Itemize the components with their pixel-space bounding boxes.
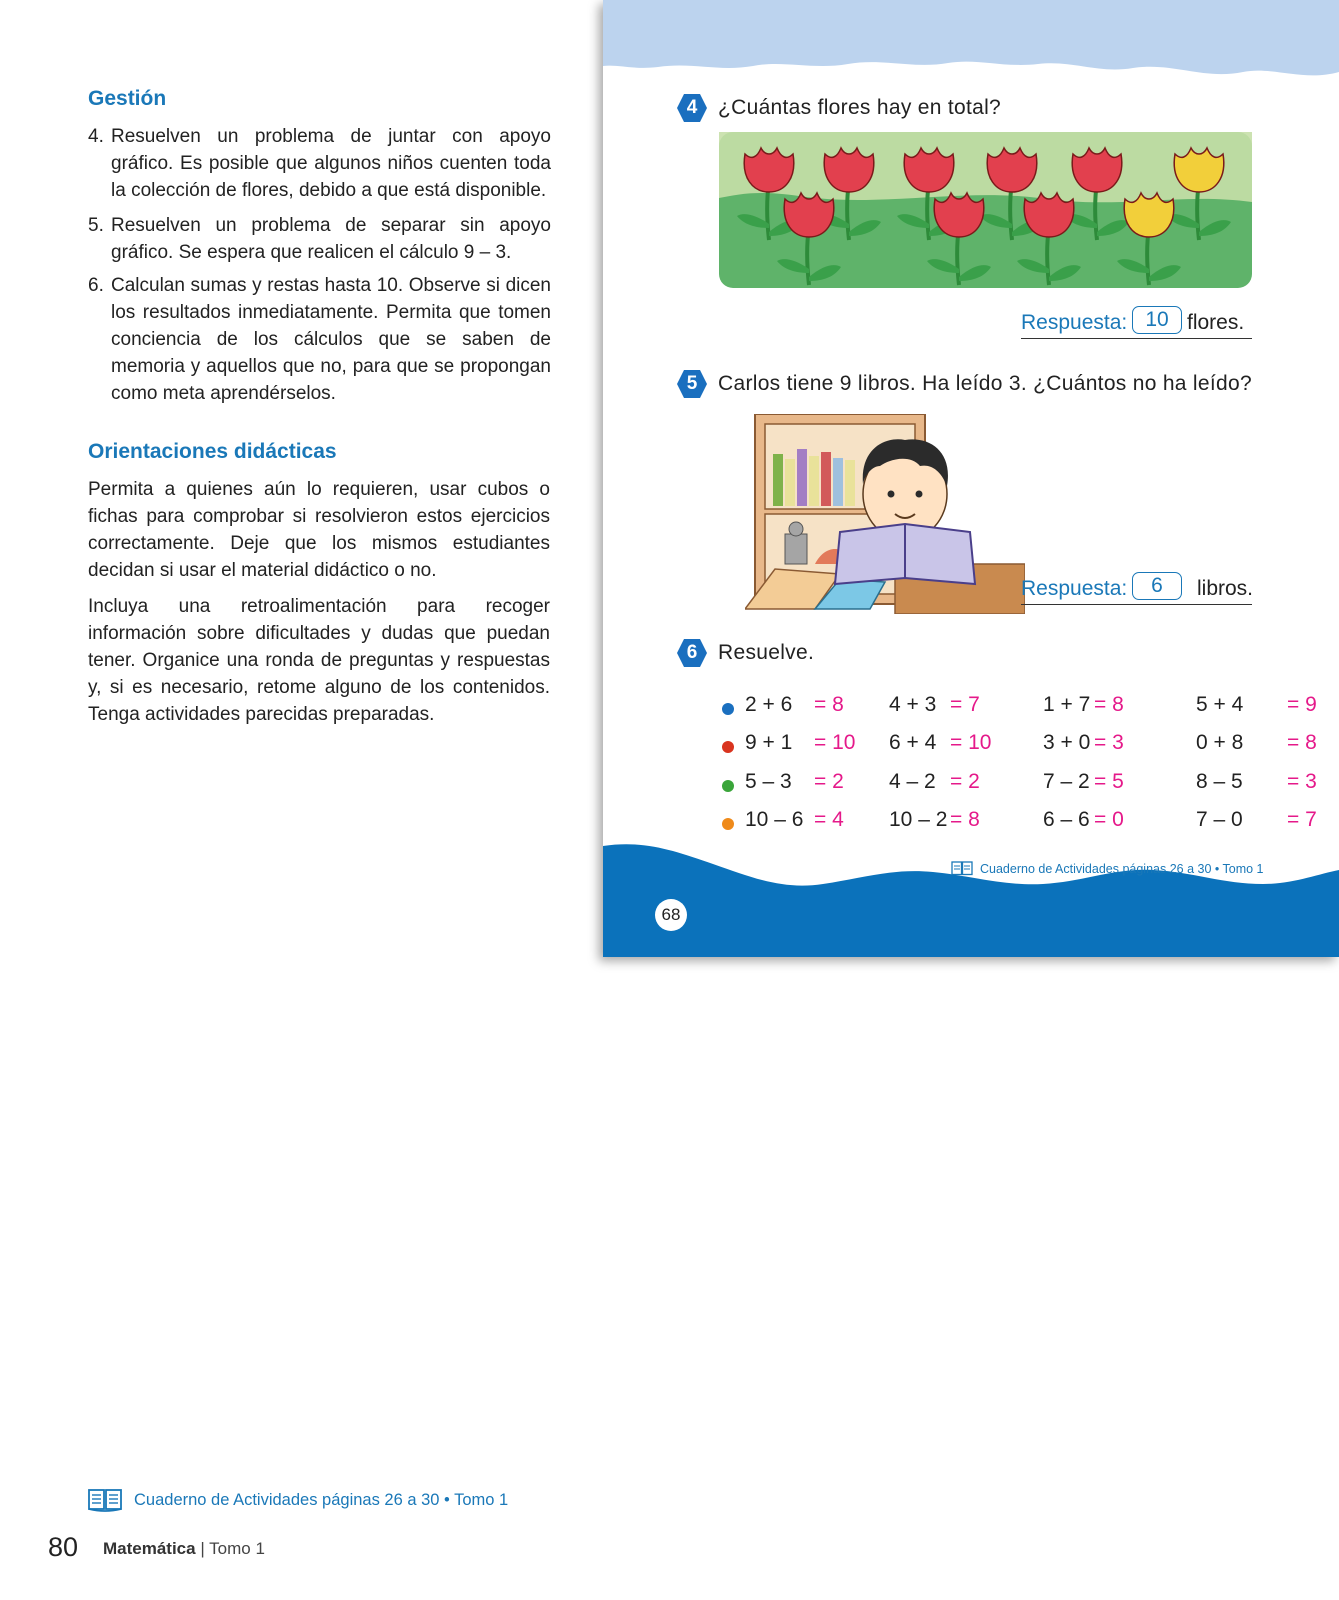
- exercise-row-bullet: [722, 741, 734, 753]
- exercise-expression: 0 + 8: [1196, 731, 1244, 754]
- exercise-result: = 10: [950, 731, 992, 754]
- exercise-result: = 8: [1094, 693, 1124, 716]
- gestion-item-number: 4.: [88, 126, 104, 147]
- question-5-text: Carlos tiene 9 libros. Ha leído 3. ¿Cuántos no ha leído?: [718, 372, 1252, 395]
- answer-box: 10: [1132, 306, 1182, 334]
- student-page: [603, 0, 1339, 957]
- exercise-result: = 8: [1287, 731, 1317, 754]
- question-6-text: Resuelve.: [718, 641, 815, 664]
- exercise-expression: 3 + 0: [1043, 731, 1091, 754]
- exercise-expression: 6 + 4: [889, 731, 937, 754]
- question-6-badge: [677, 639, 707, 667]
- exercise-result: = 0: [1094, 808, 1124, 831]
- footer-tomo: | Tomo 1: [200, 1539, 265, 1558]
- exercise-expression: 7 – 2: [1043, 770, 1090, 793]
- exercise-result: = 8: [814, 693, 844, 716]
- question-4-number: 4: [686, 97, 698, 118]
- open-book-icon: [88, 1488, 122, 1512]
- exercise-result: = 3: [1094, 731, 1124, 754]
- exercise-result: = 8: [950, 808, 980, 831]
- boy-reading-illustration: [745, 414, 1025, 614]
- exercise-result: = 2: [814, 770, 844, 793]
- exercise-expression: 4 – 2: [889, 770, 936, 793]
- top-wave-decoration: [603, 0, 1339, 85]
- bottom-wave-decoration: [603, 840, 1339, 957]
- gestion-item-text: Resuelven un problema de juntar con apoyo gráfico. Es posible que algunos niños cuenten toda la colección de flores, debido a que está disponible.: [111, 126, 551, 201]
- exercise-expression: 2 + 6: [745, 693, 793, 716]
- student-page-number: 68: [655, 899, 687, 931]
- exercise-row-bullet: [722, 818, 734, 830]
- question-5-badge: [677, 370, 707, 398]
- gestion-item-text: Resuelven un problema de separar sin apoyo gráfico. Se espera que realicen el cálculo 9 – 3.: [111, 215, 551, 263]
- exercise-result: = 7: [1287, 808, 1317, 831]
- page-number: 80: [48, 1532, 79, 1562]
- answer-label: Respuesta:: [1021, 311, 1128, 334]
- exercise-expression: 8 – 5: [1196, 770, 1243, 793]
- exercise-expression: 1 + 7: [1043, 693, 1091, 716]
- question-5-answer: [1021, 570, 1252, 605]
- answer-unit: flores.: [1187, 311, 1245, 334]
- exercise-result: = 3: [1287, 770, 1317, 793]
- gestion-item: [88, 123, 550, 204]
- flowers-illustration: [719, 132, 1252, 288]
- footer-subject: Matemática: [103, 1539, 196, 1558]
- activity-book-reference-small-text: Cuaderno de Actividades páginas 26 a 30 • Tomo 1: [980, 862, 1264, 876]
- answer-box: 6: [1132, 572, 1182, 600]
- question-5-number: 5: [686, 373, 698, 394]
- footer-label: [103, 1539, 265, 1559]
- exercise-result: = 4: [814, 808, 844, 831]
- exercise-result: = 9: [1287, 693, 1317, 716]
- exercise-expression: 4 + 3: [889, 693, 937, 716]
- question-4-text: ¿Cuántas flores hay en total?: [718, 96, 1002, 119]
- gestion-item: [88, 272, 550, 407]
- exercise-row-bullet: [722, 780, 734, 792]
- exercise-expression: 6 – 6: [1043, 808, 1090, 831]
- exercise-result: = 10: [814, 731, 856, 754]
- exercise-expression: 7 – 0: [1196, 808, 1243, 831]
- question-6-number: 6: [686, 642, 698, 663]
- open-book-icon: [951, 861, 973, 877]
- gestion-item-number: 6.: [88, 275, 104, 296]
- activity-book-reference-text: Cuaderno de Actividades páginas 26 a 30 • Tomo 1: [134, 1490, 509, 1509]
- exercise-row-bullet: [722, 703, 734, 715]
- exercise-expression: 5 – 3: [745, 770, 792, 793]
- answer-unit: libros.: [1197, 577, 1254, 600]
- activity-book-reference-small: [951, 860, 1264, 878]
- gestion-item-number: 5.: [88, 215, 104, 236]
- orientaciones-heading: Orientaciones didácticas: [88, 440, 337, 463]
- gestion-heading: Gestión: [88, 87, 167, 110]
- answer-label: Respuesta:: [1021, 577, 1128, 600]
- exercise-expression: 10 – 2: [889, 808, 948, 831]
- exercise-expression: 10 – 6: [745, 808, 804, 831]
- exercise-result: = 7: [950, 693, 980, 716]
- exercise-result: = 5: [1094, 770, 1124, 793]
- activity-book-reference: [88, 1487, 508, 1513]
- gestion-item: [88, 212, 550, 266]
- exercise-result: = 2: [950, 770, 980, 793]
- orientaciones-paragraph: Incluya una retroalimentación para recoger información sobre dificultades y dudas que puedan tener. Organice una ronda de preguntas y respuestas y, si es necesario, retome alguno de los contenidos. Tenga actividades parecidas preparadas.: [88, 596, 550, 725]
- exercise-expression: 9 + 1: [745, 731, 793, 754]
- question-4-badge: [677, 94, 707, 122]
- gestion-item-text: Calculan sumas y restas hasta 10. Observe si dicen los resultados inmediatamente. Permita que tomen conciencia de los cálculos que se saben de memoria y aquellos que no, para que se propongan como meta aprendérselos.: [111, 275, 551, 404]
- orientaciones-paragraph: Permita a quienes aún lo requieren, usar cubos o fichas para comprobar si resolvieron estos ejercicios correctamente. Deje que los mismos estudiantes decidan si usar el material didáctico o no.: [88, 479, 550, 581]
- question-4-answer: [1021, 304, 1252, 339]
- exercise-expression: 5 + 4: [1196, 693, 1244, 716]
